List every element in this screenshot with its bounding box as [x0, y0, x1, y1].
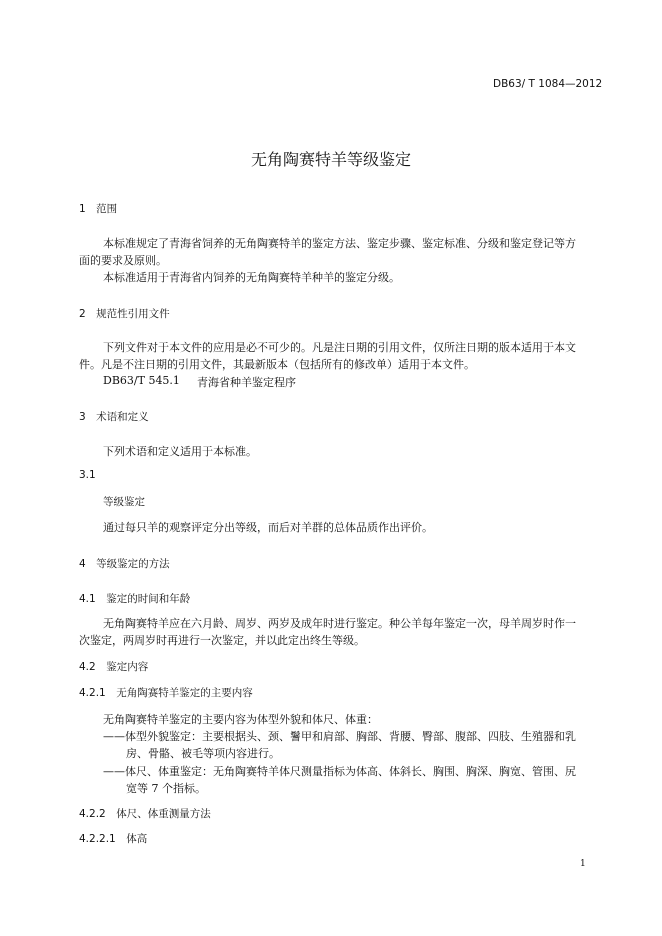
section-4-1-paragraph-line-2: 次鉴定，两周岁时再进行一次鉴定，并以此定出终生等级。 — [79, 634, 365, 647]
section-4-2-2-1-heading: 4.2.2.1 体高 — [79, 833, 148, 845]
list-item-2-line-1: ——体尺、体重鉴定：无角陶赛特羊体尺测量指标为体高、体斜长、胸围、胸深、胸宽、管围、尻 — [103, 765, 576, 778]
section-4-2-2-heading: 4.2.2 体尺、体重测量方法 — [79, 808, 211, 820]
term-name: 等级鉴定 — [103, 496, 145, 508]
term-definition: 通过每只羊的观察评定分出等级，而后对羊群的总体品质作出评价。 — [103, 521, 433, 534]
section-2-paragraph-line-1: 下列文件对于本文件的应用是必不可少的。凡是注日期的引用文件，仅所注日期的版本适用于本文 — [103, 341, 576, 354]
list-item-1-line-1: ——体型外貌鉴定：主要根据头、颈、鬐甲和肩部、胸部、背腰、臀部、腹部、四肢、生殖器和乳 — [103, 730, 576, 743]
section-4-2-heading: 4.2 鉴定内容 — [79, 661, 149, 673]
reference-title: 青海省种羊鉴定程序 — [197, 376, 296, 389]
term-number: 3.1 — [79, 469, 96, 481]
document-title: 无角陶赛特羊等级鉴定 — [250, 150, 411, 169]
list-item-2-line-2: 宽等 7 个指标。 — [126, 782, 206, 795]
section-3-heading: 3 术语和定义 — [79, 411, 149, 423]
section-4-1-heading: 4.1 鉴定的时间和年龄 — [79, 593, 191, 605]
page-number: 1 — [580, 859, 586, 869]
section-2-paragraph-line-2: 件。凡是不注日期的引用文件，其最新版本（包括所有的修改单）适用于本文件。 — [79, 358, 475, 371]
section-4-2-1-heading: 4.2.1 无角陶赛特羊鉴定的主要内容 — [79, 687, 253, 699]
section-4-1-paragraph-line-1: 无角陶赛特羊应在六月龄、周岁、两岁及成年时进行鉴定。种公羊每年鉴定一次，母羊周岁时作一 — [103, 617, 576, 630]
section-1-paragraph-1-line-1: 本标准规定了青海省饲养的无角陶赛特羊的鉴定方法、鉴定步骤、鉴定标准、分级和鉴定登记等方 — [103, 237, 576, 250]
standard-number: DB63/ T 1084—2012 — [493, 78, 603, 90]
section-3-paragraph: 下列术语和定义适用于本标准。 — [103, 445, 257, 458]
section-1-paragraph-1-line-2: 面的要求及原则。 — [79, 254, 167, 267]
reference-code: DB63/T 545.1 — [103, 374, 180, 387]
section-1-paragraph-2: 本标准适用于青海省内饲养的无角陶赛特羊种羊的鉴定分级。 — [103, 271, 400, 284]
section-4-heading: 4 等级鉴定的方法 — [79, 558, 170, 570]
section-1-heading: 1 范围 — [79, 203, 118, 215]
section-4-2-1-paragraph: 无角陶赛特羊鉴定的主要内容为体型外貌和体尺、体重： — [103, 713, 378, 726]
list-item-1-line-2: 房、骨骼、被毛等项内容进行。 — [126, 747, 280, 760]
section-2-heading: 2 规范性引用文件 — [79, 308, 170, 320]
